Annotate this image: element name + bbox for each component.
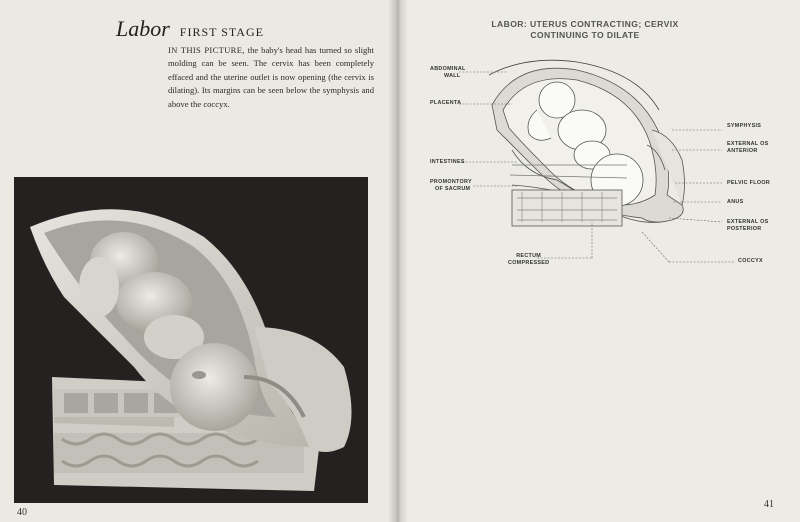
label-abdominal-wall-2: WALL: [444, 73, 461, 80]
label-anus: ANUS: [727, 199, 744, 205]
label-rectum-1: RECTUM: [516, 253, 542, 259]
diagram-title-line2: CONTINUING TO DILATE: [530, 30, 640, 40]
label-external-os-posterior: [727, 219, 769, 233]
book-gutter: [388, 0, 408, 522]
diagram-title-line1: LABOR: UTERUS CONTRACTING; CERVIX: [491, 19, 679, 29]
label-abdominal-wall: [430, 66, 466, 80]
label-symphysis: SYMPHYSIS: [727, 123, 762, 129]
label-external-os-anterior-2: ANTERIOR: [727, 148, 758, 155]
label-rectum-2: COMPRESSED: [508, 260, 550, 267]
label-external-os-posterior-2: POSTERIOR: [727, 226, 762, 233]
page-title: [116, 16, 264, 42]
title-main: Labor: [116, 16, 170, 41]
page-number-right: 41: [764, 499, 774, 510]
label-abdominal-wall-1: ABDOMINAL: [430, 66, 466, 72]
left-page: [0, 0, 397, 522]
label-external-os-posterior-1: EXTERNAL OS: [727, 219, 769, 225]
sculpture-illustration: [14, 177, 368, 503]
label-promontory-1: PROMONTORY: [430, 179, 472, 185]
baby-head: [170, 343, 258, 431]
label-external-os-anterior-1: EXTERNAL OS: [727, 141, 769, 147]
label-intestines: INTESTINES: [430, 159, 465, 165]
description-paragraph: [168, 44, 374, 111]
label-promontory: [430, 179, 472, 193]
label-placenta: PLACENTA: [430, 100, 462, 106]
label-pelvic-floor: PELVIC FLOOR: [727, 180, 771, 186]
label-rectum: [508, 253, 549, 267]
paragraph-body: the baby's head has turned so slight molding can be seen. The cervix has been completely effaced and the uterine outlet is now opening (the cervix is dilating). Its margins can be seen below the symphysis and above the coccyx.: [168, 45, 374, 109]
sculpture-photo: [14, 177, 368, 503]
title-subtitle: FIRST STAGE: [179, 25, 264, 39]
label-coccyx: COCCYX: [738, 258, 763, 264]
paragraph-lead: IN THIS PICTURE,: [168, 45, 245, 55]
page-number-left: 40: [17, 507, 27, 518]
label-promontory-2: OF SACRUM: [435, 186, 471, 193]
sacrum-block: [512, 190, 622, 226]
label-external-os-anterior: [727, 141, 769, 155]
